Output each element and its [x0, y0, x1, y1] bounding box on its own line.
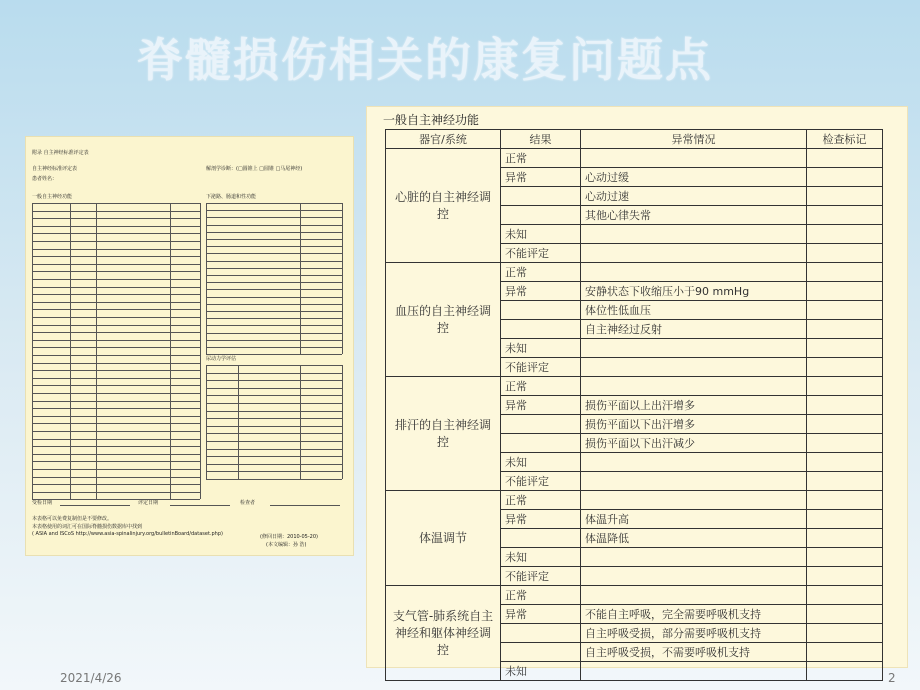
form-rule-line [206, 340, 342, 341]
right-form-section-title: 一般自主神经功能 [383, 113, 480, 127]
form-rule-line [32, 203, 200, 204]
table-row [386, 491, 883, 510]
form-rule-line [206, 210, 342, 211]
form-rule-line [32, 393, 200, 394]
form-rule-line [342, 203, 343, 354]
form-rule-line [32, 287, 200, 288]
header-check: 检查标记 [807, 130, 883, 149]
form-rule-line [206, 388, 342, 389]
result-cell [501, 415, 581, 434]
form-rule-line [206, 471, 342, 472]
footer-date: 2021/4/26 [60, 671, 122, 685]
form-rule-line [32, 370, 200, 371]
check-mark-cell[interactable] [807, 149, 883, 168]
check-mark-cell[interactable] [807, 491, 883, 510]
table-row [386, 263, 883, 282]
form-rule-line [96, 203, 97, 499]
check-mark-cell[interactable] [807, 339, 883, 358]
form-rule-line [32, 249, 200, 250]
form-rule-line [32, 446, 200, 447]
result-cell: 异常 [501, 168, 581, 187]
form-rule-line [206, 225, 342, 226]
form-rule-line [32, 484, 200, 485]
left-form-footer1: (修回日期：2010-05-20) [260, 534, 318, 540]
result-cell [501, 643, 581, 662]
left-form-section2: 下泌路、肠道和性功能 [206, 194, 257, 200]
form-rule-line [32, 294, 200, 295]
left-form-patient-label: 患者姓名： [32, 176, 58, 182]
left-form-eval-date: 评定日期 [138, 500, 159, 506]
form-rule-line [32, 423, 200, 424]
form-rule-line [32, 431, 200, 432]
result-cell: 正常 [501, 149, 581, 168]
result-cell [501, 301, 581, 320]
form-rule-line [32, 325, 200, 326]
check-mark-cell[interactable] [807, 225, 883, 244]
form-rule-line [206, 275, 342, 276]
form-rule-line [206, 333, 342, 334]
result-cell: 未知 [501, 453, 581, 472]
form-rule-line [206, 354, 342, 355]
form-rule-line [32, 279, 200, 280]
abnormal-cell [581, 567, 807, 586]
form-rule-line [32, 401, 200, 402]
autonomic-function-table [385, 129, 883, 681]
form-rule-line [206, 479, 342, 480]
abnormal-cell: 体位性低血压 [581, 301, 807, 320]
form-rule-line [300, 203, 301, 354]
form-rule-line [32, 271, 200, 272]
form-rule-line [206, 403, 342, 404]
form-rule-line [206, 325, 342, 326]
form-rule-line [32, 408, 200, 409]
form-rule-line [32, 203, 33, 499]
check-mark-cell[interactable] [807, 586, 883, 605]
abnormal-cell [581, 491, 807, 510]
result-cell [501, 320, 581, 339]
form-rule-line [32, 347, 200, 348]
abnormal-cell [581, 263, 807, 282]
form-rule-line [206, 365, 342, 366]
result-cell: 异常 [501, 510, 581, 529]
abnormal-cell: 损伤平面以上出汗增多 [581, 396, 807, 415]
form-rule-line [32, 233, 200, 234]
check-mark-cell[interactable] [807, 206, 883, 225]
form-rule-line [206, 203, 342, 204]
form-rule-line [270, 505, 340, 506]
form-rule-line [32, 363, 200, 364]
form-rule-line [32, 385, 200, 386]
left-form-section1: 一般自主神经功能 [32, 194, 73, 200]
form-rule-line [170, 505, 230, 506]
abnormal-cell: 安静状态下收缩压小于90 mmHg [581, 282, 807, 301]
left-form-document [30, 145, 348, 547]
form-rule-line [206, 268, 342, 269]
form-rule-line [32, 211, 200, 212]
form-rule-line [206, 347, 342, 348]
left-form-section3: 尿动力学评估 [206, 356, 237, 362]
table-row [386, 377, 883, 396]
form-rule-line [206, 304, 342, 305]
header-abnormal: 异常情况 [581, 130, 807, 149]
form-rule-line [32, 416, 200, 417]
result-cell [501, 529, 581, 548]
abnormal-cell: 心动过速 [581, 187, 807, 206]
form-rule-line [206, 373, 342, 374]
result-cell: 正常 [501, 377, 581, 396]
check-mark-cell[interactable] [807, 320, 883, 339]
form-rule-line [32, 332, 200, 333]
form-rule-line [206, 464, 342, 465]
check-mark-cell[interactable] [807, 605, 883, 624]
form-rule-line [32, 302, 200, 303]
form-rule-line [32, 355, 200, 356]
result-cell: 正常 [501, 263, 581, 282]
form-rule-line [300, 365, 301, 479]
left-form-footer2: (本文编辑：孙 浩) [266, 542, 307, 548]
form-rule-line [32, 492, 200, 493]
form-rule-line [70, 203, 71, 499]
table-row [386, 149, 883, 168]
abnormal-cell [581, 586, 807, 605]
form-rule-line [32, 218, 200, 219]
form-rule-line [206, 380, 342, 381]
form-rule-line [206, 232, 342, 233]
form-rule-line [32, 461, 200, 462]
form-rule-line [206, 297, 342, 298]
abnormal-cell: 自主呼吸受损，部分需要呼吸机支持 [581, 624, 807, 643]
result-cell: 未知 [501, 548, 581, 567]
abnormal-cell: 体温升高 [581, 510, 807, 529]
check-mark-cell[interactable] [807, 624, 883, 643]
abnormal-cell: 自主呼吸受损，不需要呼吸机支持 [581, 643, 807, 662]
result-cell: 异常 [501, 282, 581, 301]
form-rule-line [32, 241, 200, 242]
left-form-subheader: 自主神经标准评定表 [32, 166, 78, 172]
check-mark-cell[interactable] [807, 662, 883, 681]
result-cell: 异常 [501, 605, 581, 624]
abnormal-cell [581, 472, 807, 491]
check-mark-cell[interactable] [807, 453, 883, 472]
form-rule-line [170, 203, 171, 499]
abnormal-cell: 损伤平面以下出汗增多 [581, 415, 807, 434]
form-rule-line [206, 365, 207, 479]
abnormal-cell [581, 662, 807, 681]
check-mark-cell[interactable] [807, 548, 883, 567]
form-rule-line [206, 418, 342, 419]
result-cell [501, 434, 581, 453]
form-rule-line [206, 203, 207, 354]
check-mark-cell[interactable] [807, 187, 883, 206]
abnormal-cell: 自主神经过反射 [581, 320, 807, 339]
abnormal-cell [581, 339, 807, 358]
header-result: 结果 [501, 130, 581, 149]
result-cell: 未知 [501, 662, 581, 681]
form-rule-line [206, 449, 342, 450]
form-rule-line [206, 282, 342, 283]
form-rule-line [206, 456, 342, 457]
left-form-diagnosis-label: 解剖学诊断：(□圆锥上 □圆锥 □马尾神经) [206, 166, 303, 172]
abnormal-cell: 损伤平面以下出汗减少 [581, 434, 807, 453]
abnormal-cell [581, 358, 807, 377]
form-rule-line [342, 365, 343, 479]
form-rule-line [200, 203, 201, 499]
form-rule-line [206, 239, 342, 240]
table-body [386, 149, 883, 681]
abnormal-cell: 心动过缓 [581, 168, 807, 187]
organ-system-cell: 体温调节 [386, 491, 501, 586]
slide-title: 脊髓损伤相关的康复问题点 [137, 33, 713, 87]
left-form-note3: ( ASIA and ISCoS http://www.asia-spinalinjury.org/bulletinBoard/dataset.php) [32, 531, 223, 537]
abnormal-cell [581, 225, 807, 244]
form-rule-line [32, 340, 200, 341]
form-rule-line [32, 454, 200, 455]
check-mark-cell[interactable] [807, 377, 883, 396]
form-rule-line [206, 217, 342, 218]
right-form-scan [366, 106, 908, 678]
table-header-row [386, 130, 883, 149]
page-number: 2 [888, 671, 896, 685]
form-rule-line [32, 309, 200, 310]
organ-system-cell: 血压的自主神经调控 [386, 263, 501, 377]
abnormal-cell [581, 244, 807, 263]
result-cell: 不能评定 [501, 244, 581, 263]
abnormal-cell [581, 377, 807, 396]
form-rule-line [206, 318, 342, 319]
header-organ: 器官/系统 [386, 130, 501, 149]
form-rule-line [238, 365, 239, 479]
check-mark-cell[interactable] [807, 282, 883, 301]
result-cell [501, 187, 581, 206]
result-cell: 正常 [501, 491, 581, 510]
check-mark-cell[interactable] [807, 510, 883, 529]
form-rule-line [60, 505, 130, 506]
form-rule-line [32, 477, 200, 478]
result-cell: 不能评定 [501, 567, 581, 586]
form-rule-line [206, 426, 342, 427]
result-cell: 未知 [501, 339, 581, 358]
organ-system-cell: 支气管-肺系统自主神经和躯体神经调控 [386, 586, 501, 681]
check-mark-cell[interactable] [807, 263, 883, 282]
abnormal-cell: 其他心律失常 [581, 206, 807, 225]
check-mark-cell[interactable] [807, 168, 883, 187]
form-rule-line [32, 317, 200, 318]
form-rule-line [32, 469, 200, 470]
form-rule-line [32, 499, 200, 500]
form-rule-line [206, 433, 342, 434]
result-cell [501, 206, 581, 225]
left-form-note1: 本表格可以免费复制但是不要修改。 [32, 516, 113, 522]
check-mark-cell[interactable] [807, 415, 883, 434]
table-row [386, 586, 883, 605]
form-rule-line [32, 439, 200, 440]
result-cell: 未知 [501, 225, 581, 244]
organ-system-cell: 心脏的自主神经调控 [386, 149, 501, 263]
check-mark-cell[interactable] [807, 434, 883, 453]
form-rule-line [206, 311, 342, 312]
organ-system-cell: 排汗的自主神经调控 [386, 377, 501, 491]
abnormal-cell [581, 149, 807, 168]
result-cell: 不能评定 [501, 472, 581, 491]
check-mark-cell[interactable] [807, 396, 883, 415]
abnormal-cell [581, 548, 807, 567]
left-form-note2: 本表格使用的词汇可在国际脊髓损伤数据库中找到 [32, 524, 143, 530]
check-mark-cell[interactable] [807, 529, 883, 548]
form-rule-line [32, 264, 200, 265]
form-rule-line [206, 261, 342, 262]
check-mark-cell[interactable] [807, 643, 883, 662]
check-mark-cell[interactable] [807, 358, 883, 377]
abnormal-cell [581, 453, 807, 472]
form-rule-line [206, 441, 342, 442]
abnormal-cell: 体温降低 [581, 529, 807, 548]
abnormal-cell: 不能自主呼吸，完全需要呼吸机支持 [581, 605, 807, 624]
form-rule-line [206, 411, 342, 412]
result-cell: 正常 [501, 586, 581, 605]
check-mark-cell[interactable] [807, 567, 883, 586]
left-form-header: 附录 自主神经标准评定表 [32, 150, 89, 156]
form-rule-line [206, 253, 342, 254]
form-rule-line [206, 289, 342, 290]
check-mark-cell[interactable] [807, 301, 883, 320]
check-mark-cell[interactable] [807, 472, 883, 491]
form-rule-line [206, 395, 342, 396]
form-rule-line [206, 246, 342, 247]
form-rule-line [32, 256, 200, 257]
result-cell: 不能评定 [501, 358, 581, 377]
left-form-examiner: 检查者 [240, 500, 256, 506]
form-rule-line [32, 378, 200, 379]
result-cell: 异常 [501, 396, 581, 415]
left-form-scan [25, 136, 354, 556]
left-form-exam-date: 受检日期 [32, 500, 53, 506]
result-cell [501, 624, 581, 643]
form-rule-line [32, 226, 200, 227]
check-mark-cell[interactable] [807, 244, 883, 263]
